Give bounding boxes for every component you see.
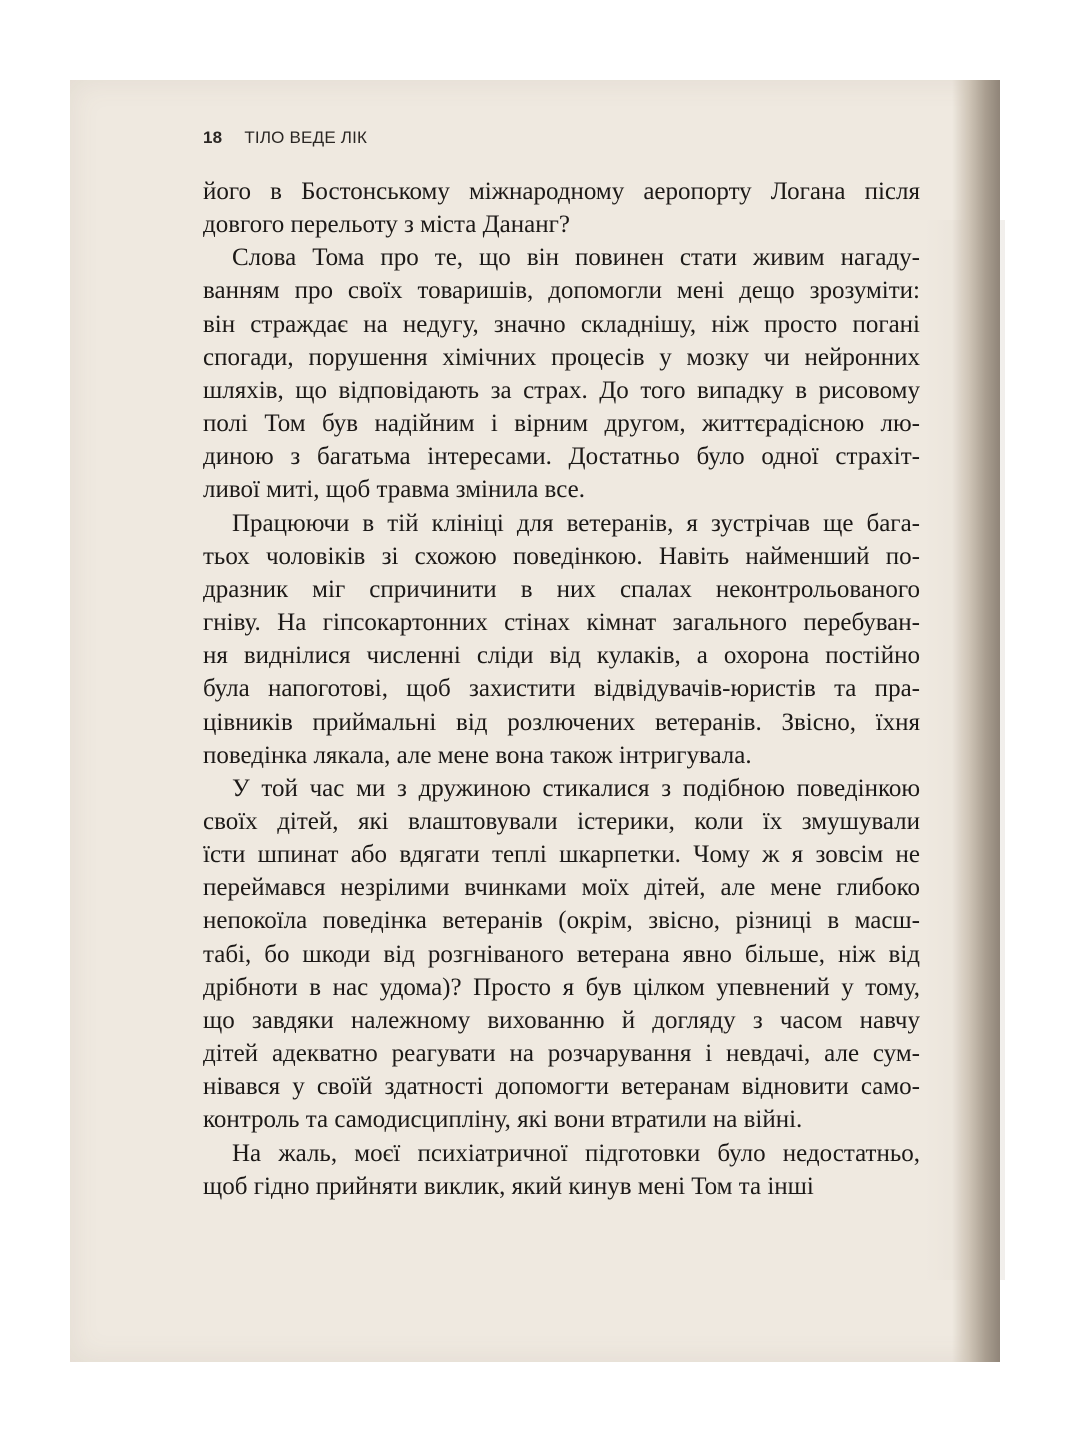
text-line: своїх дітей, які влаштовували істерики, коли їх змушували [203, 807, 920, 835]
text-line: цівників приймальні від розлючених ветеранів. Звісно, їхня [203, 708, 920, 736]
text-line: ня виднілися численні сліди від кулаків, а охорона постійно [203, 642, 920, 670]
paragraph [203, 507, 920, 772]
text-line: Працюючи в тій клініці для ветеранів, я зустрічав ще бага- [232, 509, 920, 537]
page-number: 18 [203, 128, 223, 147]
text-line: його в Бостонському міжнародному аеропорту Логана після [203, 178, 920, 205]
paragraph [203, 175, 920, 241]
text-line: щоб гідно прийняти виклик, який кинув мені Том та інші [203, 1172, 814, 1200]
text-line: була напоготові, щоб захистити відвідувачів-юристів та пра- [203, 675, 920, 703]
text-line: контроль та самодисципліну, які вони втратили на війні. [203, 1106, 803, 1134]
text-line: дразник міг спричинити в них спалах неконтрольованого [203, 575, 920, 603]
text-line: ванням про своїх товаришів, допомогли мені дещо зрозуміти: [203, 277, 920, 305]
body-text [203, 175, 920, 1203]
paragraph [203, 1137, 920, 1203]
text-line: У той час ми з дружиною стикалися з подібною поведінкою [232, 774, 920, 802]
running-header [203, 128, 367, 148]
text-line: нівався у своїй здатності допомогти ветеранам відновити само- [203, 1073, 920, 1101]
text-line: що завдяки належному вихованню й догляду з часом навчу [203, 1006, 920, 1034]
paragraph [203, 241, 920, 506]
text-line: непокоїла поведінка ветеранів (окрім, звісно, різниці в масш- [203, 907, 920, 935]
text-line: тьох чоловіків зі схожою поведінкою. Навіть найменший по- [203, 542, 920, 570]
page-edge-shadow [952, 80, 1000, 1362]
text-line: Слова Тома про те, що він повинен стати живим нагаду- [232, 244, 920, 272]
text-line: шляхів, що відповідають за страх. До того випадку в рисовому [203, 376, 920, 404]
text-line: їсти шпинат або вдягати теплі шкарпетки. Чому ж я зовсім не [203, 841, 920, 869]
text-line: переймався незрілими вчинками моїх дітей, але мене глибоко [203, 874, 920, 902]
text-line: довгого перельоту з міста Дананг? [203, 211, 570, 239]
text-line: поведінка лякала, але мене вона також інтригувала. [203, 741, 752, 769]
text-line: спогади, порушення хімічних процесів у мозку чи нейронних [203, 343, 920, 371]
text-line: дрібноти в нас удома)? Просто я був цілком упевнений у тому, [203, 973, 920, 1001]
paragraph [203, 772, 920, 1137]
book-page [70, 80, 1000, 1362]
text-line: дітей адекватно реагувати на розчарування і невдачі, але сум- [203, 1040, 920, 1068]
running-title: ТІЛО ВЕДЕ ЛІК [244, 128, 368, 147]
text-line: На жаль, моєї психіатричної підготовки було недостатньо, [232, 1139, 920, 1167]
text-line: полі Том був надійним і вірним другом, життєрадісною лю- [203, 410, 920, 438]
text-line: ливої миті, щоб травма змінила все. [203, 476, 585, 504]
text-line: гніву. На гіпсокартонних стінах кімнат загального перебуван- [203, 609, 920, 637]
text-line: він страждає на недугу, значно складнішу, ніж просто погані [203, 310, 920, 338]
text-line: табі, бо шкоди від розгніваного ветерана явно більше, ніж від [203, 940, 920, 968]
text-line: диною з багатьма інтересами. Достатньо було одної страхіт- [203, 443, 920, 471]
